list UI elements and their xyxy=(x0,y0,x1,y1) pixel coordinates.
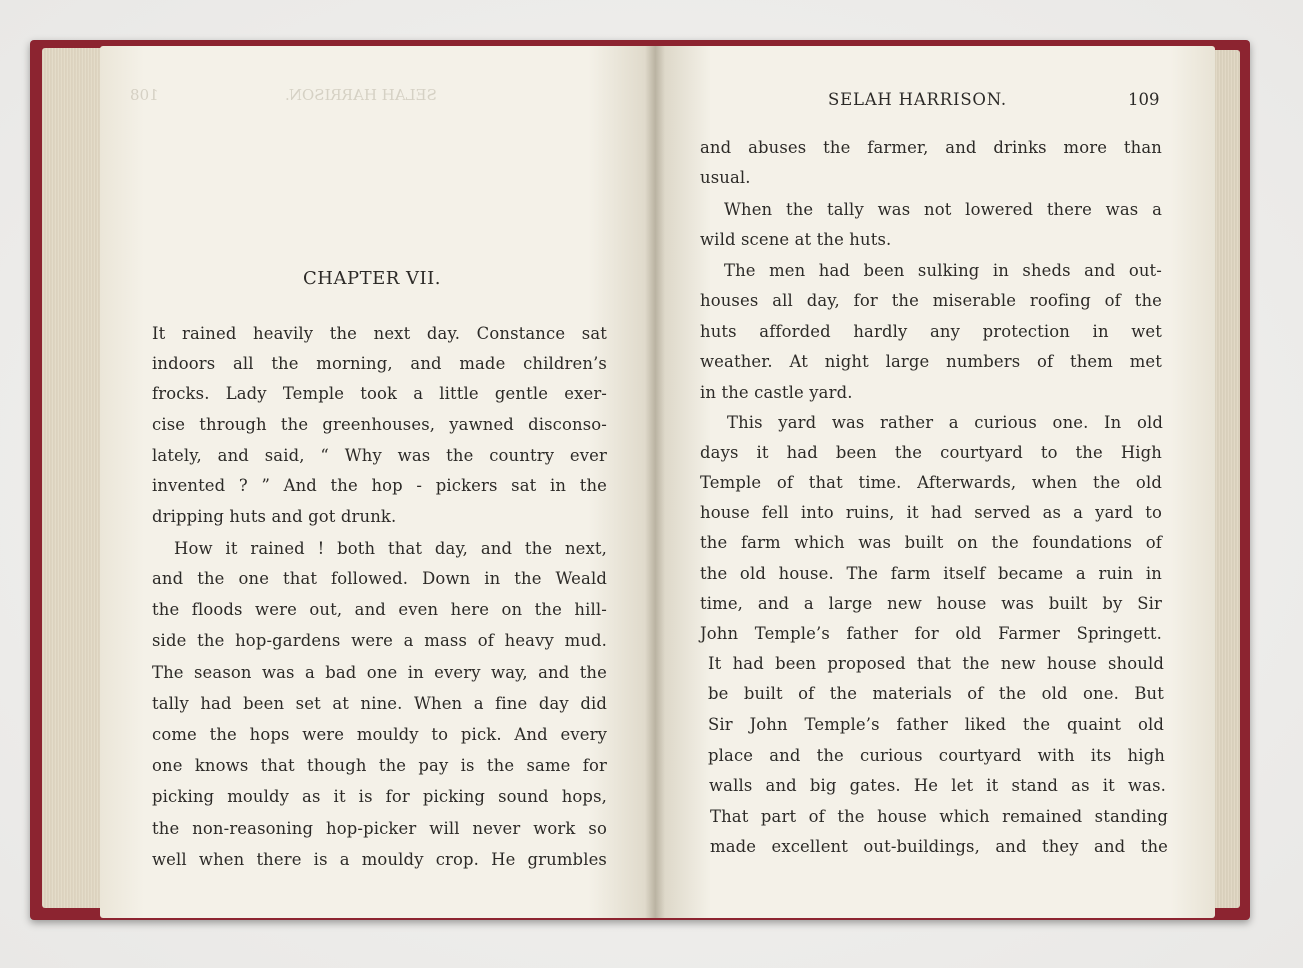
right-line: the farm which was built on the foundations of xyxy=(700,533,1162,552)
left-line: and the one that followed. Down in the Weald xyxy=(152,569,607,588)
right-line: That part of the house which remained standing xyxy=(710,807,1168,826)
right-line: and abuses the farmer, and drinks more than xyxy=(700,138,1162,157)
left-line: cise through the greenhouses, yawned disconso- xyxy=(152,415,607,434)
right-line: place and the curious courtyard with its high xyxy=(708,746,1165,765)
right-line: houses all day, for the miserable roofing of the xyxy=(700,291,1162,310)
right-line: wild scene at the huts. xyxy=(700,230,892,249)
book-gutter xyxy=(645,46,665,918)
right-line: When the tally was not lowered there was a xyxy=(724,200,1162,219)
right-line: usual. xyxy=(700,168,751,187)
right-line: Sir John Temple’s father liked the quaint old xyxy=(708,715,1164,734)
left-line: invented ? ” And the hop - pickers sat in the xyxy=(152,476,607,495)
left-line: picking mouldy as it is for picking sound hops, xyxy=(152,787,607,806)
left-line: the non-reasoning hop-picker will never work so xyxy=(152,819,607,838)
right-line: made excellent out-buildings, and they and the xyxy=(710,837,1168,856)
left-line: frocks. Lady Temple took a little gentle exer- xyxy=(152,384,607,403)
bleed-through-running-head: SELAH HARRISON. xyxy=(285,86,437,104)
left-line: The season was a bad one in every way, and the xyxy=(152,663,607,682)
right-line: days it had been the courtyard to the High xyxy=(700,443,1162,462)
left-line: side the hop-gardens were a mass of heavy mud. xyxy=(152,631,607,650)
right-line: Temple of that time. Afterwards, when the old xyxy=(700,473,1162,492)
right-line: the old house. The farm itself became a ruin in xyxy=(700,564,1162,583)
chapter-heading: CHAPTER VII. xyxy=(303,268,441,289)
left-line: well when there is a mouldy crop. He grumbles xyxy=(152,850,607,869)
right-line: walls and big gates. He let it stand as it was. xyxy=(709,776,1166,795)
left-line: How it rained ! both that day, and the next, xyxy=(174,539,607,558)
left-line: dripping huts and got drunk. xyxy=(152,507,397,526)
running-head: SELAH HARRISON. xyxy=(828,90,1007,109)
right-line: house fell into ruins, it had served as a yard to xyxy=(700,503,1162,522)
right-line: time, and a large new house was built by Sir xyxy=(700,594,1162,613)
bleed-through-page-number: 108 xyxy=(130,86,159,104)
right-line: in the castle yard. xyxy=(700,383,853,402)
right-line: The men had been sulking in sheds and out- xyxy=(724,261,1162,280)
right-line: It had been proposed that the new house should xyxy=(708,654,1164,673)
left-line: It rained heavily the next day. Constance sat xyxy=(152,324,607,343)
left-line: one knows that though the pay is the same for xyxy=(152,756,607,775)
right-line: John Temple’s father for old Farmer Springett. xyxy=(700,624,1162,643)
left-line: the floods were out, and even here on the hill- xyxy=(152,600,607,619)
left-line: tally had been set at nine. When a fine day did xyxy=(152,694,607,713)
right-line: This yard was rather a curious one. In old xyxy=(727,413,1163,432)
right-line: huts afforded hardly any protection in wet xyxy=(700,322,1162,341)
page-number: 109 xyxy=(1128,90,1160,109)
left-line: lately, and said, “ Why was the country ever xyxy=(152,446,607,465)
right-line: be built of the materials of the old one. But xyxy=(708,684,1164,703)
right-line: weather. At night large numbers of them met xyxy=(700,352,1162,371)
left-line: come the hops were mouldy to pick. And every xyxy=(152,725,607,744)
left-line: indoors all the morning, and made children’s xyxy=(152,354,607,373)
